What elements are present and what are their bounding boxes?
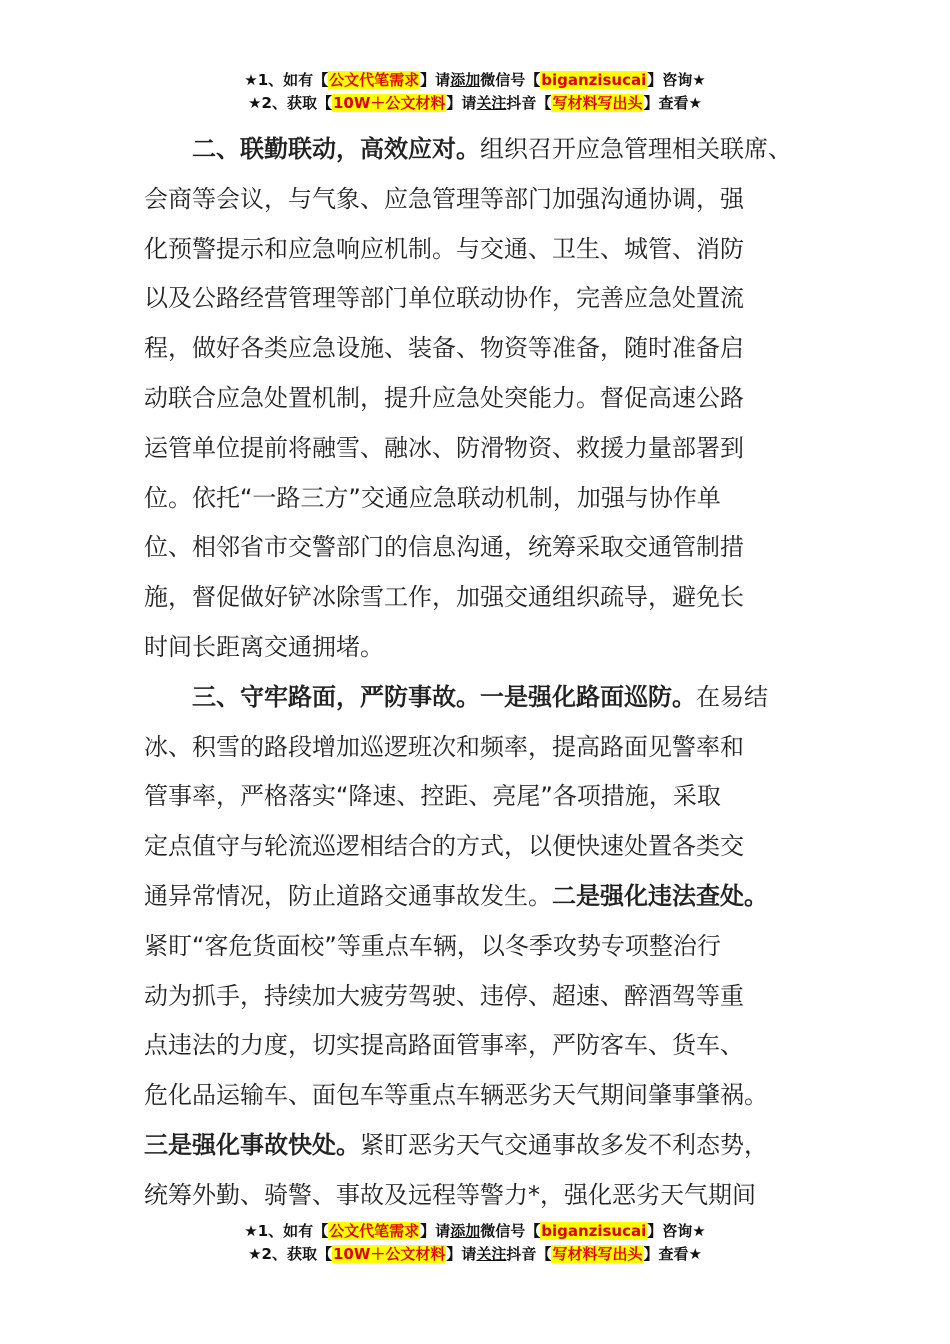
paragraph-line: [144, 872, 824, 922]
paragraph-line: 点违法的力度，切实提高路面管事率，严防客车、货车、: [144, 1031, 744, 1060]
banner-text: ★1、如有【: [244, 71, 329, 89]
banner-text: 抖音【: [506, 1245, 552, 1263]
banner-text: 】查看★: [643, 1245, 702, 1263]
paragraph-line: [144, 1121, 824, 1171]
banner-text: 】咨询★: [647, 71, 706, 89]
paragraph-line: 位、相邻省市交警部门的信息沟通，统筹采取交通管制措: [144, 533, 744, 562]
banner-highlight: 写材料写出头: [552, 1245, 643, 1263]
paragraph-line: 动为抓手，持续加大疲劳驾驶、违停、超速、醉酒驾等重: [144, 981, 744, 1010]
banner-underlined: 关注: [476, 1245, 507, 1263]
paragraph-line: 紧盯“客危货面校”等重点车辆，以冬季攻势专项整治行: [144, 931, 721, 960]
paragraph-text: 紧盯恶劣天气交通事故多发不利态势，: [360, 1130, 768, 1159]
banner-highlight: biganzisucai: [541, 71, 647, 89]
paragraph-line: 程，做好各类应急设施、装备、物资等准备，随时准备启: [144, 334, 744, 363]
subheading: 二是强化违法查处。: [552, 881, 768, 910]
paragraph-line: 统筹外勤、骑警、事故及远程等警力*，强化恶劣天气期间: [144, 1180, 756, 1209]
document-body: [144, 125, 824, 1221]
paragraph-text: 组织召开应急管理相关联席、: [480, 135, 792, 163]
banner-text: 微信号【: [480, 71, 541, 89]
paragraph-line: 位。依托“一路三方”交通应急联动机制，加强与协作单: [144, 483, 721, 512]
paragraph-line: 冰、积雪的路段增加巡逻班次和频率，提高路面见警率和: [144, 732, 744, 761]
banner-text: 】请: [446, 94, 477, 112]
paragraph-line: 时间长距离交通拥堵。: [144, 632, 384, 661]
banner-text: ★1、如有【: [244, 1222, 329, 1240]
header-banner: [0, 69, 950, 115]
paragraph-line: 管事率，严格落实“降速、控距、亮尾”各项措施，采取: [144, 782, 721, 811]
banner-underlined: 关注: [476, 94, 507, 112]
banner-underlined: 添加: [450, 71, 481, 89]
banner-text: 】咨询★: [647, 1222, 706, 1240]
banner-text: 】请: [420, 1222, 451, 1240]
paragraph-line: [144, 673, 824, 723]
banner-line-2: [0, 92, 950, 115]
paragraph-line: [144, 125, 824, 175]
banner-underlined: 添加: [450, 1222, 481, 1240]
banner-text: 微信号【: [480, 1222, 541, 1240]
paragraph-line: 会商等会议，与气象、应急管理等部门加强沟通协调，强: [144, 184, 744, 213]
banner-highlight: biganzisucai: [541, 1222, 647, 1240]
paragraph-line: 化预警提示和应急响应机制。与交通、卫生、城管、消防: [144, 234, 744, 263]
section-heading: 二、联勤联动，高效应对。: [192, 135, 480, 163]
banner-text: ★2、获取【: [248, 94, 332, 112]
banner-line-1: [0, 69, 950, 92]
paragraph-line: 施，督促做好铲冰除雪工作，加强交通组织疏导，避免长: [144, 583, 744, 612]
banner-text: 】查看★: [643, 94, 702, 112]
section-heading: 三、守牢路面，严防事故。一是强化路面巡防。: [192, 682, 696, 711]
banner-highlight: 公文代笔需求: [329, 71, 420, 89]
paragraph-line: 危化品运输车、面包车等重点车辆恶劣天气期间肇事肇祸。: [144, 1081, 768, 1110]
paragraph-line: 动联合应急处置机制，提升应急处突能力。督促高速公路: [144, 383, 744, 412]
banner-line-1: [0, 1220, 950, 1243]
subheading: 三是强化事故快处。: [144, 1130, 360, 1159]
paragraph-line: 以及公路经营管理等部门单位联动协作，完善应急处置流: [144, 284, 744, 313]
banner-text: 】请: [420, 71, 451, 89]
paragraph-line: 定点值守与轮流巡逻相结合的方式，以便快速处置各类交: [144, 832, 744, 861]
footer-banner: [0, 1220, 950, 1266]
banner-highlight: 10W＋公文材料: [332, 94, 446, 112]
banner-text: 抖音【: [506, 94, 552, 112]
banner-text: ★2、获取【: [248, 1245, 332, 1263]
paragraph-text: 在易结: [696, 682, 768, 711]
banner-text: 】请: [446, 1245, 477, 1263]
paragraph-line: 运管单位提前将融雪、融冰、防滑物资、救援力量部署到: [144, 433, 744, 462]
banner-highlight: 写材料写出头: [552, 94, 643, 112]
banner-highlight: 公文代笔需求: [329, 1222, 420, 1240]
paragraph-text: 通异常情况，防止道路交通事故发生。: [144, 881, 552, 910]
banner-line-2: [0, 1243, 950, 1266]
banner-highlight: 10W＋公文材料: [332, 1245, 446, 1263]
